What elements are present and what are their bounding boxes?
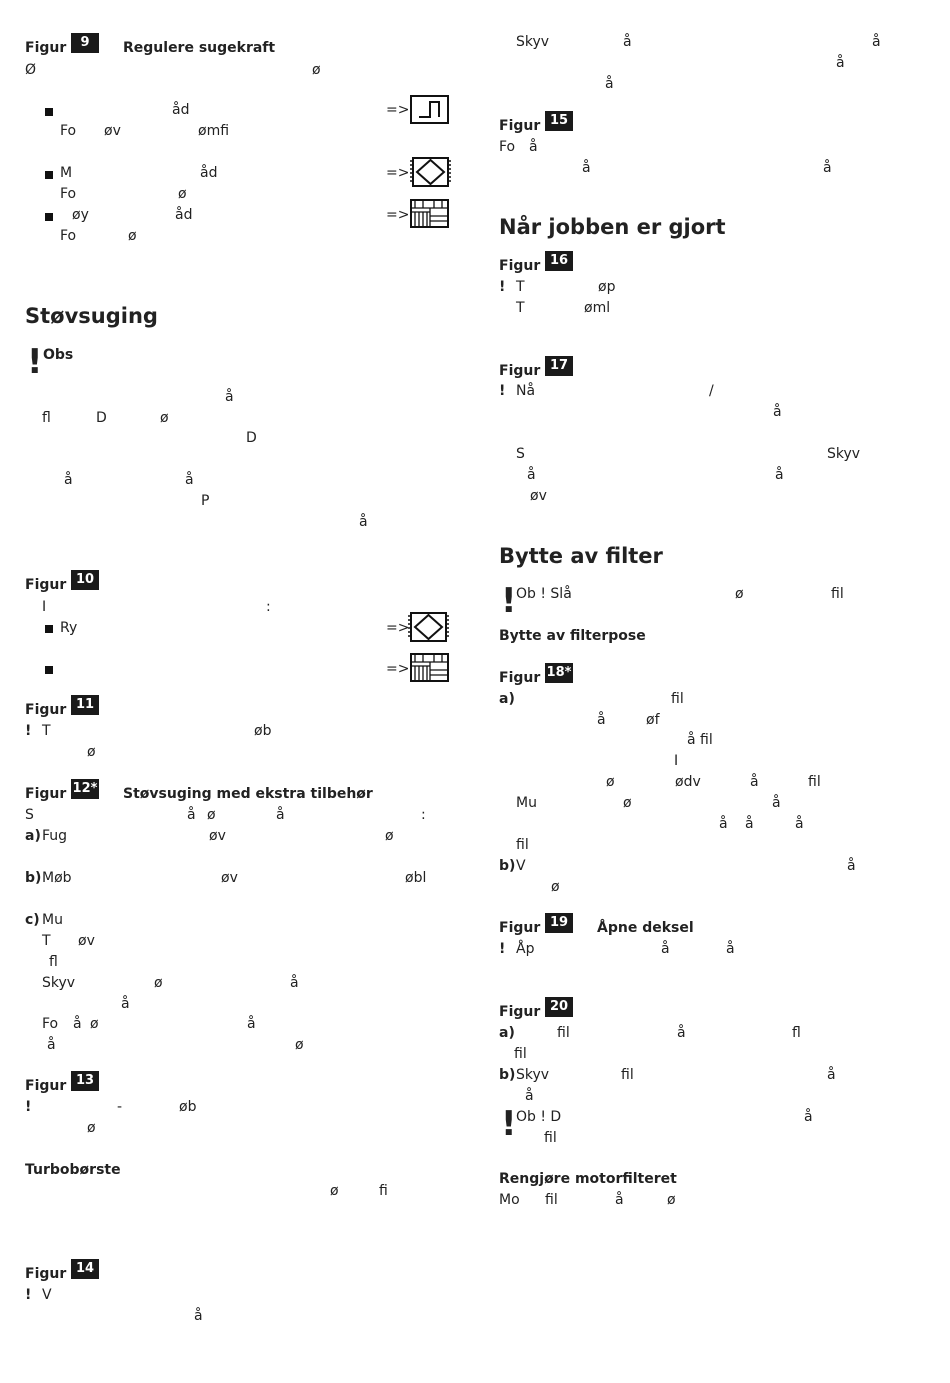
section-title: Regulere sugekraft: [123, 40, 276, 56]
text-fragment: å: [836, 55, 845, 71]
list-marker: c): [25, 912, 40, 928]
subsection-heading: Bytte av filterpose: [499, 628, 646, 644]
text-fragment: Skyv: [516, 1067, 550, 1083]
text-fragment: øp: [598, 279, 616, 295]
arrow-text: =>: [386, 102, 410, 118]
text-fragment: :: [266, 599, 271, 615]
exclamation-mark: !: [25, 1099, 32, 1115]
text-fragment: å: [187, 807, 196, 823]
text-fragment: å: [290, 975, 299, 991]
text-fragment: øb: [254, 723, 272, 739]
text-fragment: fil: [671, 691, 684, 707]
text-fragment: fil: [544, 1130, 557, 1146]
text-fragment: D: [246, 430, 257, 446]
text-fragment: Mo: [499, 1192, 520, 1208]
text-fragment: å: [582, 160, 591, 176]
text-fragment: ø: [606, 774, 615, 790]
text-fragment: å: [719, 816, 728, 832]
text-fragment: ø: [330, 1183, 339, 1199]
arrow-text: =>: [386, 620, 410, 636]
arrow-text: =>: [386, 165, 410, 181]
bullet-square: [45, 171, 53, 179]
text-fragment: øbl: [405, 870, 427, 886]
text-fragment: V: [516, 858, 526, 874]
text-fragment: åd: [175, 207, 193, 223]
bullet-square: [45, 213, 53, 221]
text-fragment: ømfi: [198, 123, 230, 139]
arrow-text: =>: [386, 207, 410, 223]
text-fragment: ø: [90, 1016, 99, 1032]
carpet-diamond-icon: [410, 157, 451, 187]
text-fragment: ø: [154, 975, 163, 991]
text-fragment: fi: [379, 1183, 388, 1199]
text-fragment: ø: [160, 410, 169, 426]
text-fragment: fil: [545, 1192, 558, 1208]
text-fragment: S: [516, 446, 525, 462]
text-fragment: Fo: [60, 186, 77, 202]
figure-number-badge: 17: [545, 356, 573, 376]
figure-label: Figur: [499, 1004, 541, 1020]
text-fragment: Ø: [25, 62, 37, 78]
figure-label: Figur: [25, 1078, 67, 1094]
text-fragment: :: [421, 807, 426, 823]
text-fragment: T: [516, 279, 525, 295]
text-fragment: Fo: [60, 228, 77, 244]
figure-number-badge: 11: [71, 695, 99, 715]
exclamation-mark: !: [499, 383, 506, 399]
figure-label: Figur: [499, 258, 541, 274]
exclamation-mark: !: [25, 723, 32, 739]
text-fragment: øml: [584, 300, 611, 316]
text-fragment: ødv: [675, 774, 701, 790]
figure-label: Figur: [25, 702, 67, 718]
text-fragment: Skyv: [42, 975, 76, 991]
parquet-icon: [410, 199, 449, 228]
text-fragment: å: [750, 774, 759, 790]
text-fragment: T: [42, 933, 51, 949]
text-fragment: ø: [207, 807, 216, 823]
text-fragment: å: [605, 76, 614, 92]
text-fragment: å: [121, 996, 130, 1012]
text-fragment: /: [709, 383, 714, 399]
text-fragment: å: [823, 160, 832, 176]
text-fragment: å: [525, 1088, 534, 1104]
text-fragment: åd: [172, 102, 190, 118]
text-fragment: å: [772, 795, 781, 811]
text-fragment: ø: [385, 828, 394, 844]
text-fragment: Fo: [42, 1016, 59, 1032]
text-fragment: ø: [295, 1037, 304, 1053]
figure-label: Figur: [499, 920, 541, 936]
text-fragment: fil: [808, 774, 821, 790]
text-fragment: å: [872, 34, 881, 50]
text-fragment: å: [64, 472, 73, 488]
figure-number-badge: 13: [71, 1071, 99, 1091]
text-fragment: å: [529, 139, 538, 155]
text-fragment: I: [674, 753, 679, 769]
text-fragment: -: [117, 1099, 123, 1115]
text-fragment: Fug: [42, 828, 68, 844]
warning-exclamation-icon: !: [501, 1104, 517, 1144]
text-fragment: å: [847, 858, 856, 874]
figure-label: Figur: [499, 118, 541, 134]
text-fragment: å fil: [687, 732, 713, 748]
text-fragment: V: [42, 1287, 52, 1303]
figure-number-badge: 9: [71, 33, 99, 53]
text-fragment: Åp: [516, 941, 535, 957]
text-fragment: ø: [87, 744, 96, 760]
text-fragment: øy: [72, 207, 89, 223]
carpet-diamond-icon: [408, 612, 449, 642]
text-fragment: fil: [514, 1046, 527, 1062]
text-fragment: å: [677, 1025, 686, 1041]
text-fragment: Ob ! Slå: [516, 586, 572, 602]
text-fragment: ø: [623, 795, 632, 811]
text-fragment: å: [597, 712, 606, 728]
text-fragment: å: [661, 941, 670, 957]
text-fragment: fil: [831, 586, 844, 602]
text-fragment: D: [96, 410, 107, 426]
text-fragment: Mu: [516, 795, 537, 811]
exclamation-mark: !: [499, 279, 506, 295]
text-fragment: å: [726, 941, 735, 957]
text-fragment: å: [804, 1109, 813, 1125]
text-fragment: å: [73, 1016, 82, 1032]
text-fragment: å: [527, 467, 536, 483]
text-fragment: Fo: [499, 139, 516, 155]
text-fragment: øv: [221, 870, 238, 886]
text-fragment: fl: [42, 410, 51, 426]
text-fragment: å: [194, 1308, 203, 1324]
section-title: Åpne deksel: [597, 920, 694, 936]
text-fragment: fil: [516, 837, 529, 853]
text-fragment: øf: [646, 712, 660, 728]
warning-exclamation-icon: !: [27, 342, 43, 382]
text-fragment: Fo: [60, 123, 77, 139]
text-fragment: å: [795, 816, 804, 832]
list-marker: a): [25, 828, 41, 844]
section-title: Støvsuging med ekstra tilbehør: [123, 786, 373, 802]
text-fragment: øb: [179, 1099, 197, 1115]
list-marker: a): [499, 1025, 515, 1041]
figure-label: Figur: [25, 786, 67, 802]
text-fragment: å: [827, 1067, 836, 1083]
figure-number-badge: 10: [71, 570, 99, 590]
floor-smooth-icon: [410, 95, 449, 124]
text-fragment: fl: [49, 954, 58, 970]
list-marker: a): [499, 691, 515, 707]
text-fragment: å: [623, 34, 632, 50]
text-fragment: I: [42, 599, 47, 615]
text-fragment: T: [42, 723, 51, 739]
text-fragment: Ry: [60, 620, 78, 636]
text-fragment: ø: [667, 1192, 676, 1208]
arrow-text: =>: [386, 661, 410, 677]
figure-number-badge: 18*: [545, 663, 573, 683]
text-fragment: Nå: [516, 383, 536, 399]
text-fragment: Skyv: [516, 34, 550, 50]
text-fragment: ø: [178, 186, 187, 202]
obs-label: Obs: [43, 347, 74, 363]
text-fragment: å: [276, 807, 285, 823]
text-fragment: å: [359, 514, 368, 530]
text-fragment: øv: [104, 123, 121, 139]
text-fragment: øv: [78, 933, 95, 949]
text-fragment: fl: [792, 1025, 801, 1041]
exclamation-mark: !: [25, 1287, 32, 1303]
text-fragment: ø: [87, 1120, 96, 1136]
figure-number-badge: 16: [545, 251, 573, 271]
figure-label: Figur: [25, 1266, 67, 1282]
list-marker: b): [499, 858, 516, 874]
bullet-square: [45, 625, 53, 633]
warning-exclamation-icon: !: [501, 581, 517, 621]
text-fragment: T: [516, 300, 525, 316]
figure-number-badge: 14: [71, 1259, 99, 1279]
parquet-icon: [410, 653, 449, 682]
text-fragment: åd: [200, 165, 218, 181]
text-fragment: S: [25, 807, 34, 823]
text-fragment: å: [745, 816, 754, 832]
text-fragment: Mu: [42, 912, 63, 928]
text-fragment: å: [225, 389, 234, 405]
section-heading: Bytte av filter: [499, 544, 663, 568]
list-marker: b): [499, 1067, 516, 1083]
text-fragment: Møb: [42, 870, 72, 886]
figure-number-badge: 20: [545, 997, 573, 1017]
exclamation-mark: !: [499, 941, 506, 957]
section-heading: Når jobben er gjort: [499, 215, 726, 239]
subsection-heading: Rengjøre motorfilteret: [499, 1171, 677, 1187]
subsection-heading: Turbobørste: [25, 1162, 121, 1178]
text-fragment: å: [773, 404, 782, 420]
figure-number-badge: 12*: [71, 779, 99, 799]
text-fragment: P: [201, 493, 210, 509]
text-fragment: fil: [621, 1067, 634, 1083]
text-fragment: øv: [530, 488, 547, 504]
figure-label: Figur: [25, 40, 67, 56]
text-fragment: Ob ! D: [516, 1109, 562, 1125]
text-fragment: øv: [209, 828, 226, 844]
text-fragment: å: [775, 467, 784, 483]
figure-number-badge: 15: [545, 111, 573, 131]
text-fragment: fil: [557, 1025, 570, 1041]
text-fragment: M: [60, 165, 73, 181]
list-marker: b): [25, 870, 42, 886]
bullet-square: [45, 666, 53, 674]
section-heading: Støvsuging: [25, 304, 158, 328]
text-fragment: å: [247, 1016, 256, 1032]
text-fragment: å: [615, 1192, 624, 1208]
text-fragment: å: [47, 1037, 56, 1053]
text-fragment: å: [185, 472, 194, 488]
text-fragment: ø: [735, 586, 744, 602]
text-fragment: ø: [551, 879, 560, 895]
text-fragment: ø: [312, 62, 321, 78]
figure-label: Figur: [499, 363, 541, 379]
bullet-square: [45, 108, 53, 116]
text-fragment: ø: [128, 228, 137, 244]
figure-number-badge: 19: [545, 913, 573, 933]
figure-label: Figur: [25, 577, 67, 593]
figure-label: Figur: [499, 670, 541, 686]
text-fragment: Skyv: [827, 446, 861, 462]
